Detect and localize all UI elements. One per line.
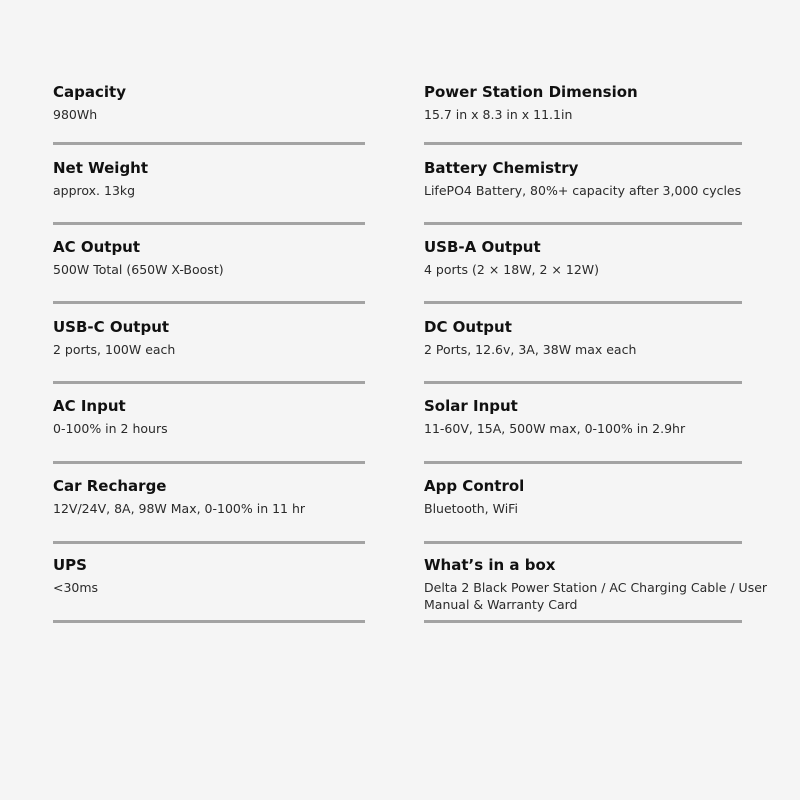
spec-value: 15.7 in x 8.3 in x 11.1in [424, 107, 573, 122]
divider [424, 381, 742, 384]
divider [53, 381, 365, 384]
spec-value: LifePO4 Battery, 80%+ capacity after 3,000 cycles [424, 183, 742, 198]
divider [53, 222, 365, 225]
spec-value: 980Wh [53, 107, 98, 122]
spec-value: 2 Ports, 12.6v, 3A, 38W max each [424, 342, 637, 357]
spec-value: Bluetooth, WiFi [424, 501, 518, 516]
divider [424, 620, 742, 623]
spec-value: 12V/24V, 8A, 98W Max, 0-100% in 11 hr [53, 501, 306, 516]
spec-title: App Control [424, 477, 525, 495]
spec-title: Capacity [53, 83, 126, 101]
spec-value: 4 ports (2 × 18W, 2 × 12W) [424, 262, 600, 277]
spec-value: 0-100% in 2 hours [53, 421, 168, 436]
spec-title: Power Station Dimension [424, 83, 638, 101]
spec-title: Car Recharge [53, 477, 167, 495]
spec-title: What’s in a box [424, 556, 556, 574]
divider [53, 301, 365, 304]
spec-value: 11-60V, 15A, 500W max, 0-100% in 2.9hr [424, 421, 686, 436]
divider [424, 222, 742, 225]
spec-value: approx. 13kg [53, 183, 136, 198]
spec-value: 500W Total (650W X-Boost) [53, 262, 224, 277]
spec-value: 2 ports, 100W each [53, 342, 176, 357]
spec-title: DC Output [424, 318, 512, 336]
spec-title: Net Weight [53, 159, 149, 177]
spec-title: Battery Chemistry [424, 159, 579, 177]
divider [53, 620, 365, 623]
spec-title: USB-A Output [424, 238, 541, 256]
spec-value: Delta 2 Black Power Station / AC Charging Cable / User Manual & Warranty Card [424, 580, 768, 612]
divider [424, 301, 742, 304]
spec-title: AC Input [53, 397, 126, 415]
divider [53, 461, 365, 464]
spec-value: <30ms [53, 580, 99, 595]
spec-title: Solar Input [424, 397, 518, 415]
spec-title: USB-C Output [53, 318, 170, 336]
spec-title: UPS [53, 556, 87, 574]
divider [424, 461, 742, 464]
divider [53, 142, 365, 145]
divider [53, 541, 365, 544]
divider [424, 541, 742, 544]
spec-title: AC Output [53, 238, 141, 256]
divider [424, 142, 742, 145]
